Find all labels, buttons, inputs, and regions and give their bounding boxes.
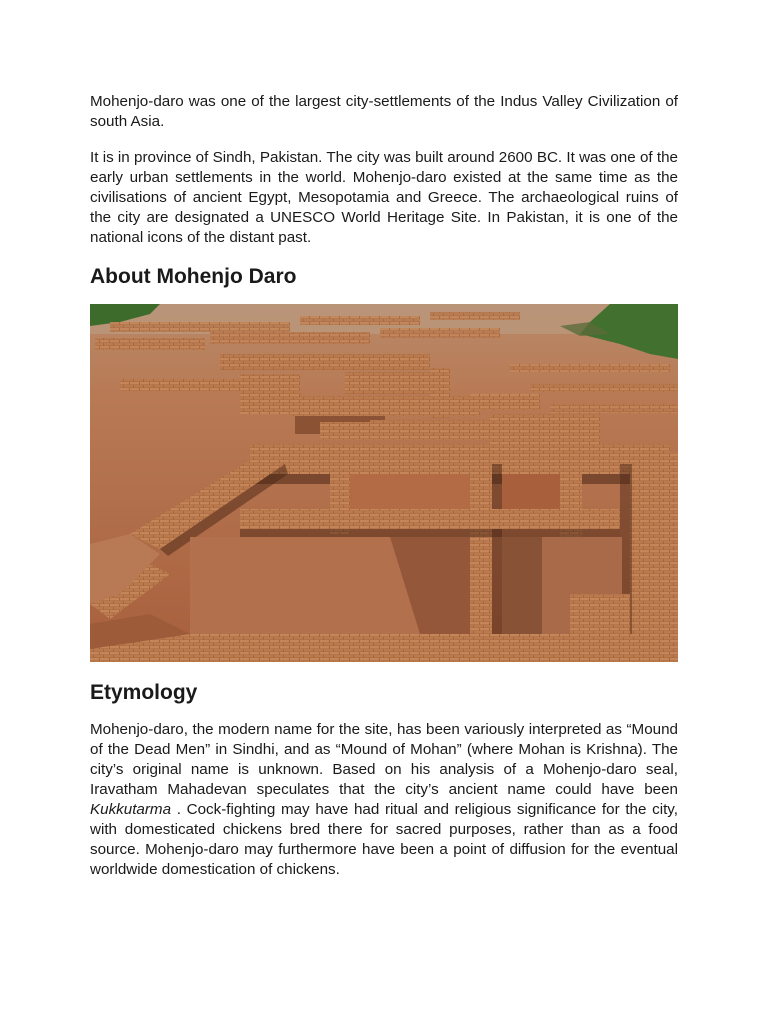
intro-paragraph-1: Mohenjo-daro was one of the largest city-settlements of the Indus Valley Civilization of south Asia. bbox=[90, 93, 678, 130]
about-heading: About Mohenjo Daro bbox=[90, 265, 297, 288]
etymology-italic-term: Kukkutarma bbox=[90, 801, 172, 818]
ruins-photo bbox=[90, 304, 678, 662]
etymology-paragraph bbox=[90, 720, 678, 880]
intro-paragraph-2: It is in province of Sindh, Pakistan. The city was built around 2600 BC. It was one of the early urban settlements in the world. Mohenjo-daro existed at the same time as the civilisations of ancient Egypt, Mesopotamia and Greece. The archaeological ruins of the city are designated a UNESCO World Heritage Site. In Pakistan, it is one of the national icons of the distant past. bbox=[90, 149, 678, 246]
document-page bbox=[90, 92, 678, 896]
etymology-heading: Etymology bbox=[90, 681, 198, 704]
etymology-text-end: . Cock-fighting may have had ritual and religious significance for the city, with domesticated chickens bred there for sacred purposes, rather than as a food source. Mohenjo-daro may furthermore have been a point of diffusion for the eventual worldwide domestication of chickens. bbox=[90, 801, 678, 878]
etymology-text-start: Mohenjo-daro, the modern name for the site, has been variously interpreted as “Mound of the Dead Men” in Sindhi, and as “Mound of Mohan” (where Mohan is Krishna). The city’s original name is unknown. Based on his analysis of a Mohenjo-daro seal, Iravatham Mahadevan speculates that the city’s ancient name could have been bbox=[90, 721, 678, 798]
